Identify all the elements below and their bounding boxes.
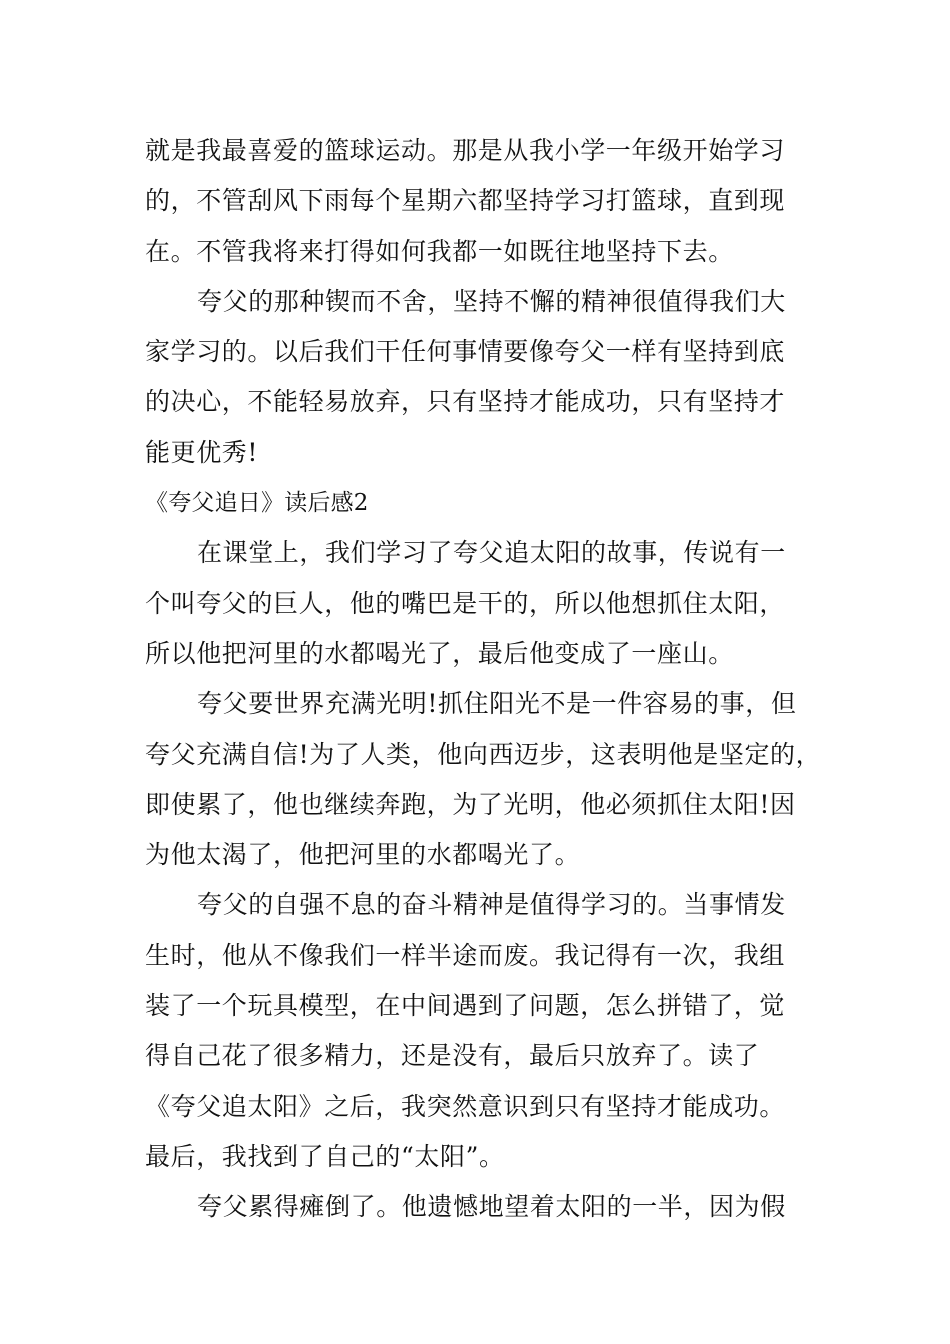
text-line: 装了一个玩具模型，在中间遇到了问题，怎么拼错了，觉 (145, 991, 786, 1021)
paragraph-start-line: 夸父要世界充满光明!抓住阳光不是一件容易的事，但 (197, 689, 797, 719)
paragraph-start-line: 夸父的自强不息的奋斗精神是值得学习的。当事情发 (197, 890, 786, 920)
section-heading: 《夸父追日》读后感2 (145, 490, 369, 517)
text-line: 即使累了，他也继续奔跑，为了光明，他必须抓住太阳!因 (145, 789, 796, 819)
text-line: 个叫夸父的巨人，他的嘴巴是干的，所以他想抓住太阳， (145, 588, 786, 618)
text-line: 夸父充满自信!为了人类，他向西迈步，这表明他是坚定的， (145, 739, 822, 769)
text-line: 为他太渴了，他把河里的水都喝光了。 (145, 840, 581, 870)
text-line: 家学习的。以后我们干任何事情要像夸父一样有坚持到底 (145, 337, 786, 367)
text-line: 《夸父追太阳》之后，我突然意识到只有坚持才能成功。 (145, 1091, 786, 1121)
text-line: 的，不管刮风下雨每个星期六都坚持学习打篮球，直到现 (145, 186, 786, 216)
text-line: 得自己花了很多精力，还是没有，最后只放弃了。读了 (145, 1041, 760, 1071)
document-body (145, 126, 822, 1233)
paragraph-start-line: 在课堂上，我们学习了夸父追太阳的故事，传说有一 (197, 538, 786, 568)
text-line: 在。不管我将来打得如何我都一如既往地坚持下去。 (145, 236, 734, 266)
text-line: 就是我最喜爱的篮球运动。那是从我小学一年级开始学习 (145, 136, 786, 165)
text-line: 的决心，不能轻易放弃，只有坚持才能成功，只有坚持才 (145, 387, 786, 417)
text-line: 生时，他从不像我们一样半途而废。我记得有一次，我组 (145, 940, 786, 970)
paragraph-start-line: 夸父累得瘫倒了。他遗憾地望着太阳的一半，因为假 (197, 1192, 786, 1222)
text-line: 所以他把河里的水都喝光了，最后他变成了一座山。 (145, 638, 734, 668)
text-line: 最后，我找到了自己的“太阳”。 (145, 1141, 505, 1171)
paragraph-start-line: 夸父的那种锲而不舍，坚持不懈的精神很值得我们大 (197, 286, 786, 316)
text-line: 能更优秀! (145, 437, 259, 467)
